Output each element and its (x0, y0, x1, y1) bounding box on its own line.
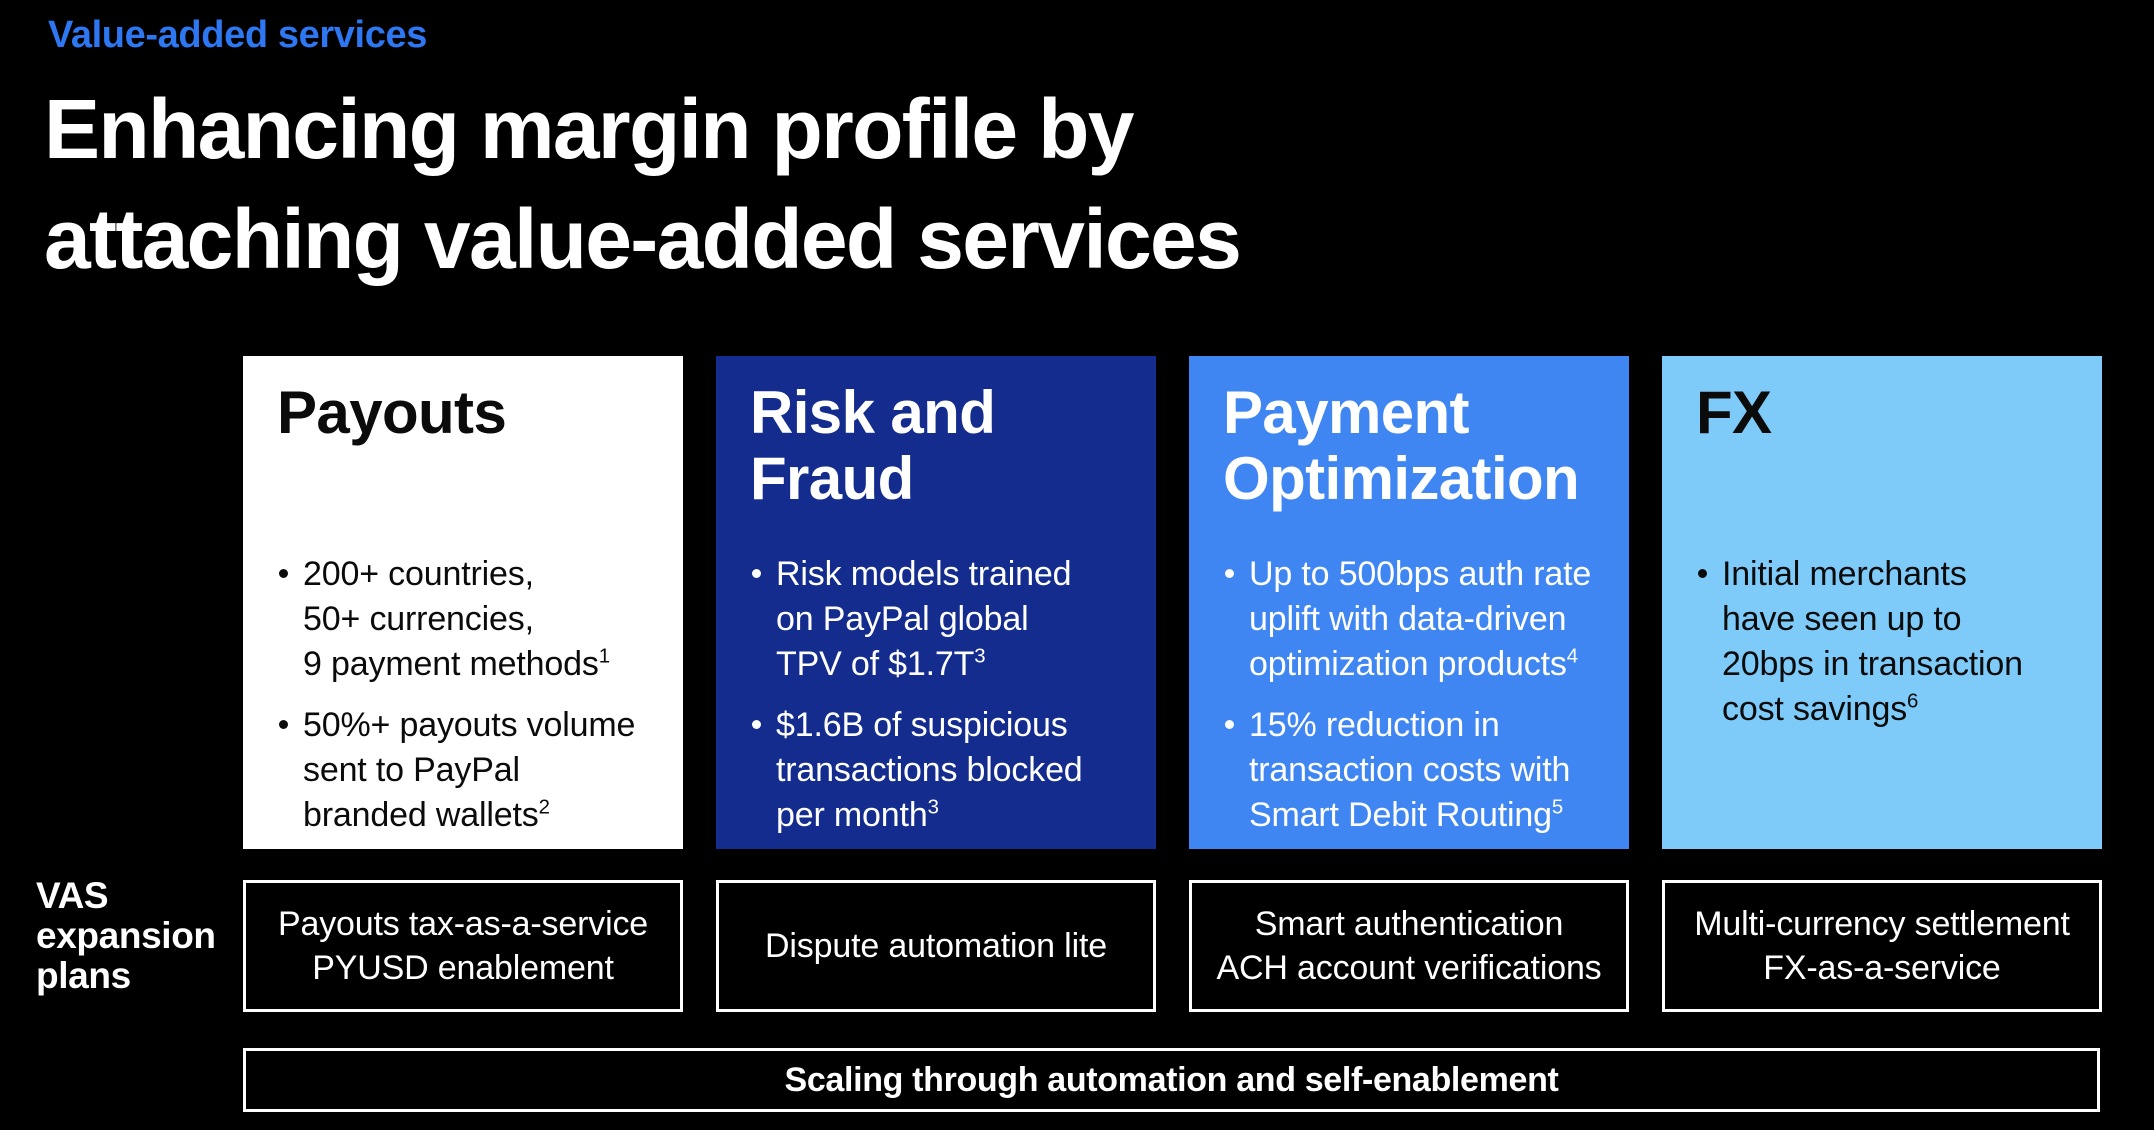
footnote-superscript: 3 (927, 796, 939, 819)
bullet-dot (1698, 569, 1707, 578)
card-title (1696, 380, 2072, 552)
card-title-line: Optimization (1223, 445, 1580, 512)
bullet-item (750, 552, 1126, 687)
expansion-box-text: Dispute automation lite (765, 927, 1107, 965)
footnote-superscript: 5 (1551, 796, 1564, 819)
bullet-text: 200+ countries, 50+ currencies, 9 payment methods$^1$ (303, 555, 610, 683)
bullet-dot (1225, 569, 1234, 578)
page-title (44, 74, 1240, 294)
bullet-text: 50%+ payouts volume sent to PayPal branded wallets$^2$ (303, 706, 636, 834)
card-bullets (277, 552, 653, 838)
expansion-box-text: Smart authentication ACH account verifications (1216, 905, 1602, 987)
card-bullets (750, 552, 1126, 838)
scaling-banner-text: Scaling through automation and self-enablement (784, 1060, 1559, 1099)
bullet-dot (752, 569, 761, 578)
card-risk-and-fraud (716, 356, 1156, 849)
expansion-box-payment-optimization (1189, 880, 1629, 1012)
card-fx (1662, 356, 2102, 849)
bullet-item (1696, 552, 2072, 732)
footnote-superscript: 4 (1566, 645, 1578, 668)
footnote-superscript: 3 (974, 645, 986, 668)
card-title-line: Payment (1223, 379, 1469, 446)
bullet-text: Risk models trained on PayPal global TPV of $\$1.7T^3$ (776, 555, 1072, 683)
card-title-line: Payouts (277, 379, 507, 446)
bullet-dot (279, 569, 288, 578)
scaling-banner (243, 1048, 2100, 1112)
bullet-item (277, 703, 653, 838)
eyebrow-label: Value-added services (48, 14, 427, 56)
title-line-1: Enhancing margin profile by (44, 82, 1133, 176)
card-payment-optimization (1189, 356, 1629, 849)
footnote-superscript: 2 (538, 796, 550, 819)
bullet-text: 15% reduction in transaction costs with Smart Debit Routing$^5$ (1249, 706, 1571, 834)
label-line-2: expansion (36, 915, 216, 956)
vas-expansion-label (36, 876, 216, 996)
bullet-item (277, 552, 653, 687)
expansion-box-payouts (243, 880, 683, 1012)
bullet-dot (752, 720, 761, 729)
bullet-item (1223, 552, 1599, 687)
label-line-1: VAS (36, 875, 109, 916)
footnote-superscript: 6 (1907, 690, 1919, 713)
card-title (750, 380, 1126, 552)
bullet-text: Up to 500bps auth rate uplift with data-driven optimization products$^4$ (1249, 555, 1592, 683)
bullet-text: Initial merchants have seen up to 20bps in transaction cost savings$^6$ (1722, 555, 2023, 728)
card-bullets (1223, 552, 1599, 838)
card-bullets (1696, 552, 2072, 732)
card-title-line: FX (1696, 379, 1772, 446)
cards-row (243, 356, 2102, 849)
expansion-box-fx (1662, 880, 2102, 1012)
card-title-line: Risk and (750, 379, 996, 446)
bullet-dot (1225, 720, 1234, 729)
bullet-item (1223, 703, 1599, 838)
bullet-dot (279, 720, 288, 729)
expansion-box-text: Multi-currency settlement FX-as-a-service (1694, 905, 2070, 987)
card-payouts (243, 356, 683, 849)
footnote-superscript: 1 (598, 645, 610, 668)
expansion-box-risk-and-fraud (716, 880, 1156, 1012)
expansion-boxes-row (243, 880, 2102, 1012)
card-title-line: Fraud (750, 445, 914, 512)
bullet-text: $1.6B of suspicious transactions blocked per month$^3$ (776, 706, 1083, 834)
card-title (277, 380, 653, 552)
bullet-item (750, 703, 1126, 838)
expansion-box-text: Payouts tax-as-a-service PYUSD enablement (277, 905, 649, 987)
label-line-3: plans (36, 955, 131, 996)
card-title (1223, 380, 1599, 552)
title-line-2: attaching value-added services (44, 192, 1241, 286)
